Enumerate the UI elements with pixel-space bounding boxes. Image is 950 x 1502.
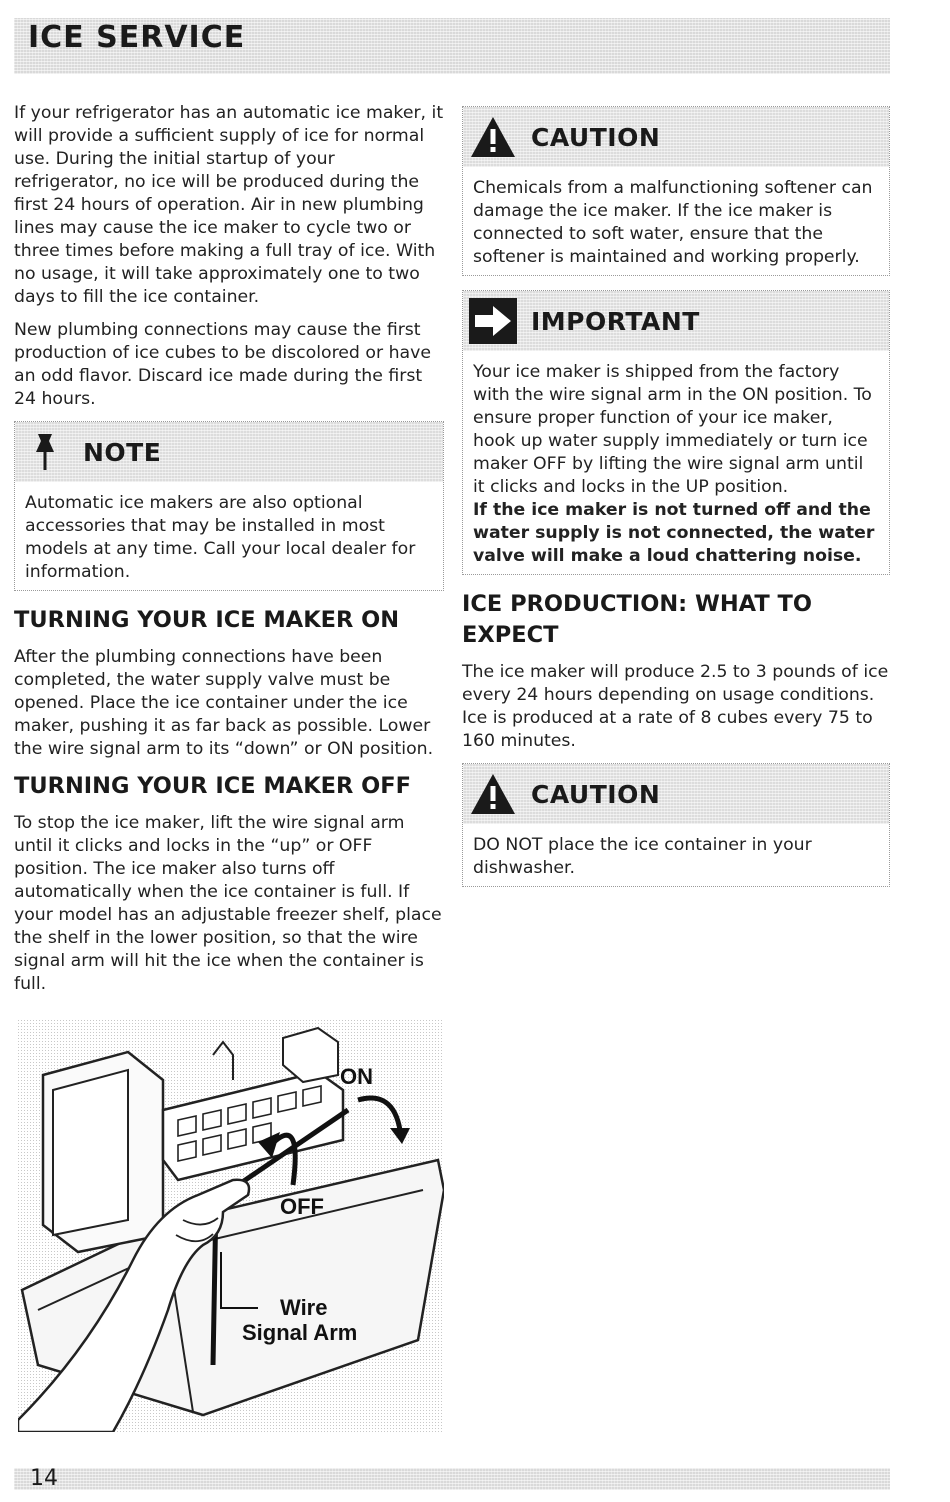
ice-maker-on-text: After the plumbing connections have been completed, the water supply valve must be opened. Place the ice container under the ice maker, pushing it as far back as possible. Lower the wire signal arm to its “down” or ON position. [14,647,434,759]
caution-title-1: CAUTION [531,122,661,152]
caution-text-2: DO NOT place the ice container in your dishwasher. [473,835,812,878]
important-title: IMPORTANT [531,306,700,336]
page-title: ICE SERVICE [28,20,246,55]
note-title: NOTE [83,437,162,467]
pushpin-icon [21,428,69,476]
important-body [463,351,889,574]
label-signal-arm: Signal Arm [242,1320,358,1345]
arrow-right-icon [469,297,517,345]
left-column [14,102,444,1006]
important-text: Your ice maker is shipped from the factory with the wire signal arm in the ON position. To ensure proper function of your ice maker, hook up water supply immediately or turn ice maker OFF by lifting the wire signal arm until it clicks and locks in the UP position. [473,362,872,497]
ice-production-heading: ICE PRODUCTION: WHAT TO EXPECT [462,591,812,648]
ice-maker-off-heading: TURNING YOUR ICE MAKER OFF [14,773,412,799]
important-box [462,290,890,575]
label-wire: Wire [280,1295,328,1320]
intro-paragraph-1: If your refrigerator has an automatic ice maker, it will provide a sufficient supply of ice for normal use. During the initial startup of your refrigerator, no ice will be produced during the first 24 hours of operation. Air in new plumbing lines may cause the ice maker to cycle two or three times before making a full tray of ice. With no usage, it will take approximately one to two days to fill the ice container. [14,103,444,307]
intro-paragraph-2: New plumbing connections may cause the first production of ice cubes to be discolored or have an odd flavor. Discard ice made during the first 24 hours. [14,320,431,409]
warning-triangle-icon [469,113,517,161]
caution-header-2 [463,764,889,824]
ice-maker-on-heading: TURNING YOUR ICE MAKER ON [14,607,400,633]
page-number: 14 [30,1466,58,1491]
label-on: ON [340,1064,373,1089]
label-off: OFF [280,1194,324,1219]
ice-maker-off-text: To stop the ice maker, lift the wire signal arm until it clicks and locks in the “up” or OFF position. The ice maker also turns off automatically when the ice container is full. If your model has an adjustable freezer shelf, place the shelf in the lower position, so that the wire signal arm will hit the ice when the container is full. [14,813,442,994]
note-text: Automatic ice makers are also optional accessories that may be installed in most models at any time. Call your local dealer for information. [25,493,416,582]
important-warning-text: If the ice maker is not turned off and the water supply is not connected, the water valve will make a loud chattering noise. [473,500,875,566]
caution-title-2: CAUTION [531,779,661,809]
footer-band [14,1468,890,1490]
caution-header-1 [463,107,889,167]
ice-production-text: The ice maker will produce 2.5 to 3 pounds of ice every 24 hours depending on usage conditions. Ice is produced at a rate of 8 cubes every 75 to 160 minutes. [462,662,889,751]
important-header [463,291,889,351]
note-box [14,421,444,591]
caution-box-dishwasher [462,763,890,887]
right-column [462,102,890,901]
caution-text-1: Chemicals from a malfunctioning softener can damage the ice maker. If the ice maker is connected to soft water, ensure that the softener is maintained and working properly. [473,178,873,267]
caution-box-softener [462,106,890,276]
note-header [15,422,443,482]
ice-maker-illustration [18,1020,444,1432]
warning-triangle-icon [469,770,517,818]
